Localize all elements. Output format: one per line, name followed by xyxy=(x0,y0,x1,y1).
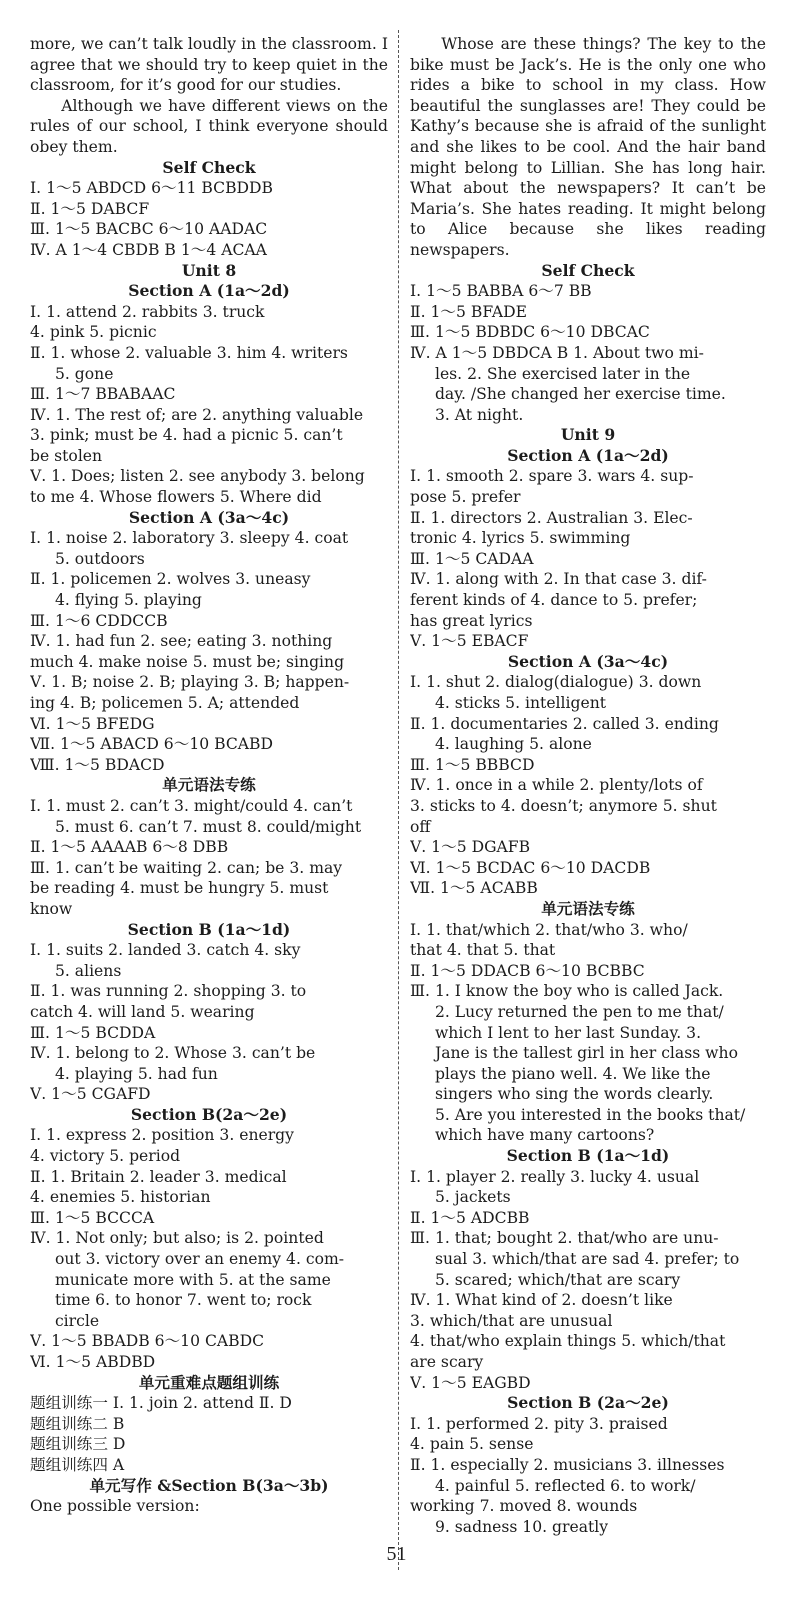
answer-line: Ⅳ. 1. The rest of; are 2. anything valuable xyxy=(30,405,364,424)
section-heading: Section A (1a～2d) xyxy=(128,281,290,301)
page-number: 51 xyxy=(386,1543,407,1565)
answer-line: day. /She changed her exercise time. xyxy=(434,385,726,404)
right-column xyxy=(410,34,766,1537)
answer-line: Ⅶ. 1～5 ABACD 6～10 BCABD xyxy=(30,735,274,754)
answer-line: Ⅱ. 1～5 DABCF xyxy=(30,199,150,218)
section-heading: 单元重难点题组训练 xyxy=(138,1372,280,1392)
answer-line: Ⅱ. 1～5 DDACB 6～10 BCBBC xyxy=(410,961,645,980)
answer-line: 5. Are you interested in the books that/ xyxy=(434,1105,746,1124)
answer-line: tronic 4. lyrics 5. swimming xyxy=(410,529,631,548)
answer-line: off xyxy=(410,817,431,836)
answer-line: les. 2. She exercised later in the xyxy=(434,364,691,383)
answer-line: Ⅲ. 1～5 BBBCD xyxy=(410,755,535,774)
answer-line: that 4. that 5. that xyxy=(410,941,556,960)
answer-line: Ⅰ. 1. shut 2. dialog(dialogue) 3. down xyxy=(410,673,702,692)
answer-line: Ⅰ. 1. attend 2. rabbits 3. truck xyxy=(30,302,265,321)
answer-line: Ⅵ. 1～5 ABDBD xyxy=(30,1353,156,1371)
answer-line: 3. which/that are unusual xyxy=(410,1311,613,1330)
answer-line: be reading 4. must be hungry 5. must xyxy=(30,879,329,898)
unit-heading: Unit 9 xyxy=(560,425,616,445)
answer-line: Ⅴ. 1～5 EAGBD xyxy=(410,1373,531,1392)
paragraph: more, we can’t talk loudly in the classroom. I agree that we should try to keep quiet in the classroom, for it’s good for our studies. xyxy=(30,35,388,95)
answer-line: ing 4. B; policemen 5. A; attended xyxy=(30,694,300,712)
section-heading: Section A (3a～4c) xyxy=(507,651,669,671)
answer-line: Ⅰ. 1. express 2. position 3. energy xyxy=(30,1126,294,1145)
answer-line: 5. outdoors xyxy=(54,549,145,568)
answer-line: Ⅱ. 1～5 AAAAB 6～8 DBB xyxy=(30,838,229,857)
answer-line: 4. pain 5. sense xyxy=(410,1435,534,1454)
answer-line: Ⅱ. 1. especially 2. musicians 3. illnesses xyxy=(410,1455,725,1474)
answer-line: Ⅱ. 1. directors 2. Australian 3. Elec- xyxy=(410,508,693,527)
answer-line: 3. pink; must be 4. had a picnic 5. can’t xyxy=(30,426,343,445)
answer-line: Ⅲ. 1～5 CADAA xyxy=(410,549,534,568)
section-a2-answers xyxy=(30,528,388,775)
answer-line: out 3. victory over an enemy 4. com- xyxy=(54,1250,345,1269)
answer-line: Ⅰ. 1. player 2. really 3. lucky 4. usual xyxy=(410,1167,700,1186)
answer-line: Ⅳ. 1. once in a while 2. plenty/lots of xyxy=(410,776,703,795)
section-heading: Section B(2a～2e) xyxy=(130,1104,288,1124)
section-heading: Section B (2a～2e) xyxy=(507,1393,669,1413)
answer-line: Ⅳ. A 1～4 CBDB B 1～4 ACAA xyxy=(30,240,267,259)
answer-line: One possible version: xyxy=(30,1497,200,1516)
answer-line: 5. jackets xyxy=(434,1188,511,1207)
section-a2-answers xyxy=(410,672,766,899)
section-heading: 单元语法专练 xyxy=(162,775,256,795)
answer-line: 题组训练四 A xyxy=(30,1455,125,1474)
answer-line: to me 4. Whose flowers 5. Where did xyxy=(30,488,322,507)
self-check-answers xyxy=(30,178,388,260)
answer-line: Ⅴ. 1～5 BBADB 6～10 CABDC xyxy=(30,1332,265,1351)
answer-line: 4. playing 5. had fun xyxy=(54,1064,218,1083)
answer-line: Ⅲ. 1. I know the boy who is called Jack. xyxy=(410,982,724,1001)
answer-line: catch 4. will land 5. wearing xyxy=(30,1002,255,1021)
answer-line: municate more with 5. at the same xyxy=(54,1270,331,1289)
answer-line: 9. sadness 10. greatly xyxy=(434,1517,609,1536)
answer-line: Ⅲ. 1～6 CDDCCB xyxy=(30,611,168,630)
answer-line: are scary xyxy=(410,1353,484,1371)
answer-line: which I lent to her last Sunday. 3. xyxy=(434,1023,702,1042)
answer-line: 3. At night. xyxy=(434,405,524,424)
answer-line: 4. laughing 5. alone xyxy=(434,735,592,754)
unit-heading: Unit 8 xyxy=(181,260,237,280)
section-b2-answers xyxy=(410,1414,766,1538)
answer-line: ferent kinds of 4. dance to 5. prefer; xyxy=(410,591,698,610)
answer-line: Ⅷ. 1～5 BDACD xyxy=(30,755,165,774)
section-b1-answers xyxy=(410,1167,766,1394)
answer-line: Ⅳ. 1. What kind of 2. doesn’t like xyxy=(410,1291,673,1310)
answer-line: Ⅴ. 1～5 DGAFB xyxy=(410,838,531,857)
section-heading: Section A (1a～2d) xyxy=(507,445,669,465)
answer-line: 4. that/who explain things 5. which/that xyxy=(410,1332,726,1351)
answer-line: Ⅳ. 1. belong to 2. Whose 3. can’t be xyxy=(30,1044,316,1063)
answer-line: know xyxy=(30,899,73,918)
answer-line: Ⅱ. 1. Britain 2. leader 3. medical xyxy=(30,1167,287,1186)
answer-line: 4. enemies 5. historian xyxy=(30,1188,211,1207)
answer-line: Jane is the tallest girl in her class who xyxy=(434,1044,738,1063)
answer-line: Ⅳ. 1. had fun 2. see; eating 3. nothing xyxy=(30,632,333,651)
section-heading: Section B (1a～1d) xyxy=(127,919,291,939)
answer-line: Ⅲ. 1～5 BACBC 6～10 AADAC xyxy=(30,220,268,239)
answer-line: sual 3. which/that are sad 4. prefer; to xyxy=(434,1250,740,1269)
answer-line: Ⅲ. 1～5 BCCCA xyxy=(30,1208,155,1227)
paragraph: Whose are these things? The key to the bike must be Jack’s. He is the only one who rides a bike to school in my class. How beautiful the sunglasses are! They could be Kathy’s because she is afraid of the sunlight and she likes to be cool. And the hair band might belong to Lillian. She has long hair. What about the newspapers? It can’t be Maria’s. She hates reading. It might belong to Alice because she likes reading newspapers. xyxy=(410,35,766,259)
self-check-answers xyxy=(410,281,766,425)
answer-line: Ⅴ. 1～5 EBACF xyxy=(410,632,529,651)
answer-line: Ⅰ. 1. noise 2. laboratory 3. sleepy 4. coat xyxy=(30,529,349,548)
grammar-answers xyxy=(410,920,766,1147)
answer-line: Ⅱ. 1～5 BFADE xyxy=(410,302,527,321)
answer-line: 题组训练二 B xyxy=(30,1414,125,1433)
answer-line: 5. must 6. can’t 7. must 8. could/might xyxy=(54,817,362,836)
paragraph: Although we have different views on the rules of our school, I think everyone should obey them. xyxy=(30,96,388,156)
section-heading: Self Check xyxy=(541,260,635,280)
section-b2-answers xyxy=(30,1125,388,1372)
left-column xyxy=(30,34,388,1517)
answer-line: 5. aliens xyxy=(54,961,122,980)
answer-line: pose 5. prefer xyxy=(410,488,521,507)
answer-line: Ⅰ. 1. must 2. can’t 3. might/could 4. can’t xyxy=(30,796,353,815)
answer-line: Ⅳ. A 1～5 DBDCA B 1. About two mi- xyxy=(410,343,704,362)
answer-line: 4. victory 5. period xyxy=(30,1147,181,1166)
answer-line: be stolen xyxy=(30,446,103,465)
answer-line: Ⅴ. 1～5 CGAFD xyxy=(30,1085,151,1104)
answer-line: Ⅰ. 1. suits 2. landed 3. catch 4. sky xyxy=(30,941,301,960)
answer-line: Ⅳ. 1. along with 2. In that case 3. dif- xyxy=(410,570,707,589)
section-heading: Section B (1a～1d) xyxy=(506,1146,670,1166)
answer-line: working 7. moved 8. wounds xyxy=(410,1497,638,1516)
answer-line: 2. Lucy returned the pen to me that/ xyxy=(434,1002,724,1021)
section-a1-answers xyxy=(410,466,766,651)
answer-line: circle xyxy=(54,1311,100,1330)
answer-line: Ⅱ. 1. was running 2. shopping 3. to xyxy=(30,982,307,1001)
answer-line: Ⅱ. 1. documentaries 2. called 3. ending xyxy=(410,714,719,733)
answer-line: 4. painful 5. reflected 6. to work/ xyxy=(434,1476,696,1495)
answer-line: Ⅲ. 1～5 BCDDA xyxy=(30,1023,156,1042)
section-heading: Self Check xyxy=(162,157,256,177)
answer-line: has great lyrics xyxy=(410,611,533,630)
grammar-answers xyxy=(30,796,388,920)
answer-line: Ⅱ. 1. policemen 2. wolves 3. uneasy xyxy=(30,570,311,589)
answer-line: Ⅵ. 1～5 BFEDG xyxy=(30,714,155,733)
answer-line: Ⅰ. 1～5 ABDCD 6～11 BCBDDB xyxy=(30,179,273,198)
answer-line: Ⅰ. 1. performed 2. pity 3. praised xyxy=(410,1414,668,1433)
answer-line: Ⅲ. 1. that; bought 2. that/who are unu- xyxy=(410,1229,719,1248)
answer-line: Ⅰ. 1. smooth 2. spare 3. wars 4. sup- xyxy=(410,467,694,486)
answer-line: Ⅱ. 1～5 ADCBB xyxy=(410,1208,530,1227)
column-divider xyxy=(398,30,399,1570)
answer-line: Ⅲ. 1～7 BBABAAC xyxy=(30,385,176,404)
answer-line: Ⅰ. 1～5 BABBA 6～7 BB xyxy=(410,282,592,301)
section-heading: Section A (3a～4c) xyxy=(128,507,290,527)
answer-line: Ⅴ. 1. B; noise 2. B; playing 3. B; happen- xyxy=(30,673,350,692)
answer-line: Ⅶ. 1～5 ACABB xyxy=(410,879,538,898)
answer-line: Ⅲ. 1. can’t be waiting 2. can; be 3. may xyxy=(30,858,343,877)
answer-line: time 6. to honor 7. went to; rock xyxy=(54,1291,312,1310)
section-heading: 单元写作 &Section B(3a～3b) xyxy=(89,1475,329,1495)
answer-line: 5. scared; which/that are scary xyxy=(434,1270,681,1289)
answer-line: plays the piano well. 4. We like the xyxy=(434,1064,711,1083)
answer-line: 5. gone xyxy=(54,364,114,383)
section-heading: 单元语法专练 xyxy=(541,898,635,918)
answer-line: 3. sticks to 4. doesn’t; anymore 5. shut xyxy=(410,796,717,815)
answer-line: Ⅵ. 1～5 BCDAC 6～10 DACDB xyxy=(410,858,651,877)
answer-line: 4. pink 5. picnic xyxy=(30,323,157,342)
answer-line: Ⅲ. 1～5 BDBDC 6～10 DBCAC xyxy=(410,323,650,342)
answer-line: 题组训练三 D xyxy=(30,1435,126,1454)
answer-line: Ⅴ. 1. Does; listen 2. see anybody 3. belong xyxy=(30,467,365,486)
answer-line: much 4. make noise 5. must be; singing xyxy=(30,652,345,671)
key-points-answers xyxy=(30,1393,388,1475)
answer-line: Ⅱ. 1. whose 2. valuable 3. him 4. writers xyxy=(30,343,348,362)
answer-line: 4. sticks 5. intelligent xyxy=(434,694,607,712)
answer-line: which have many cartoons? xyxy=(434,1126,655,1145)
answer-line: 4. flying 5. playing xyxy=(54,591,202,610)
section-b1-answers xyxy=(30,940,388,1105)
answer-line: 题组训练一 Ⅰ. 1. join 2. attend Ⅱ. D xyxy=(30,1394,292,1413)
answer-line: Ⅳ. 1. Not only; but also; is 2. pointed xyxy=(30,1229,324,1248)
section-a1-answers xyxy=(30,302,388,508)
answer-line: Ⅰ. 1. that/which 2. that/who 3. who/ xyxy=(410,920,688,939)
answer-line: singers who sing the words clearly. xyxy=(434,1085,714,1104)
